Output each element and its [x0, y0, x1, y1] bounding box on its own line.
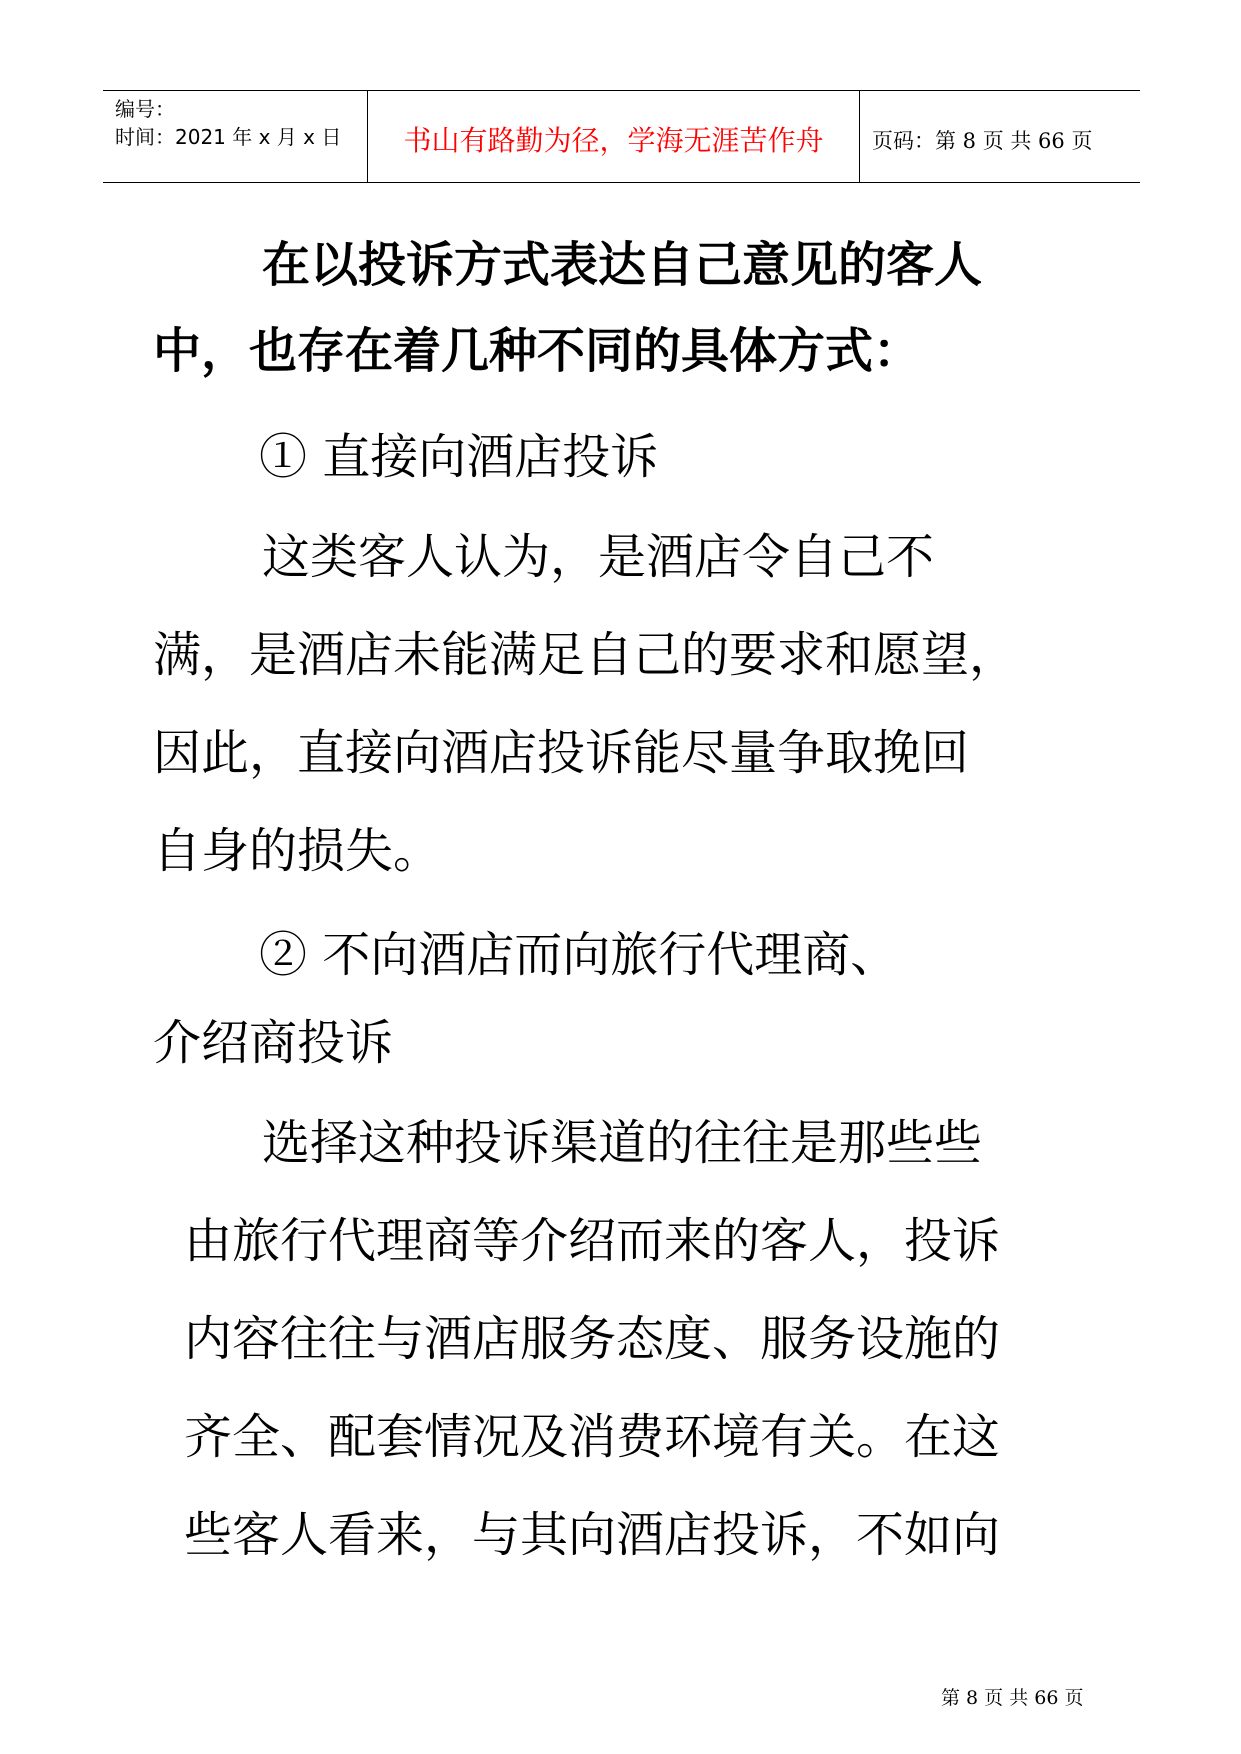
body-line: 中，也存在着几种不同的具体方式： — [153, 323, 922, 379]
body-line: 些客人看来，与其向酒店投诉，不如向 — [184, 1507, 1001, 1563]
body-line: 由旅行代理商等介绍而来的客人，投诉 — [184, 1213, 1001, 1269]
body-line: 自身的损失。 — [153, 823, 442, 879]
page-footer-number: 第 8 页 共 66 页 — [941, 1687, 1084, 1709]
document-time-label: 时间：2021 年 x 月 x 日 — [115, 125, 342, 149]
header-info-cell — [103, 91, 368, 182]
header-page-number: 页码：第 8 页 共 66 页 — [872, 129, 1093, 153]
body-line: 齐全、配套情况及消费环境有关。在这 — [184, 1409, 1001, 1465]
motto-text: 书山有路勤为径，学海无涯苦作舟 — [403, 124, 824, 157]
header-page-cell — [860, 91, 1140, 182]
document-code-label: 编号： — [115, 97, 175, 121]
body-line: 满，是酒店未能满足自己的要求和愿望， — [153, 627, 1018, 683]
page-header — [103, 90, 1140, 183]
body-line: ① 直接向酒店投诉 — [259, 429, 659, 485]
body-line: 在以投诉方式表达自己意见的客人 — [262, 237, 983, 293]
body-line: 内容往往与酒店服务态度、服务设施的 — [184, 1311, 1001, 1367]
body-line: 这类客人认为，是酒店令自己不 — [262, 529, 935, 585]
body-line: 选择这种投诉渠道的往往是那些些 — [262, 1115, 983, 1171]
body-line: 因此，直接向酒店投诉能尽量争取挽回 — [153, 725, 970, 781]
body-line: 介绍商投诉 — [153, 1015, 394, 1071]
header-motto-cell — [368, 91, 860, 182]
body-line: ② 不向酒店而向旅行代理商、 — [259, 927, 899, 983]
